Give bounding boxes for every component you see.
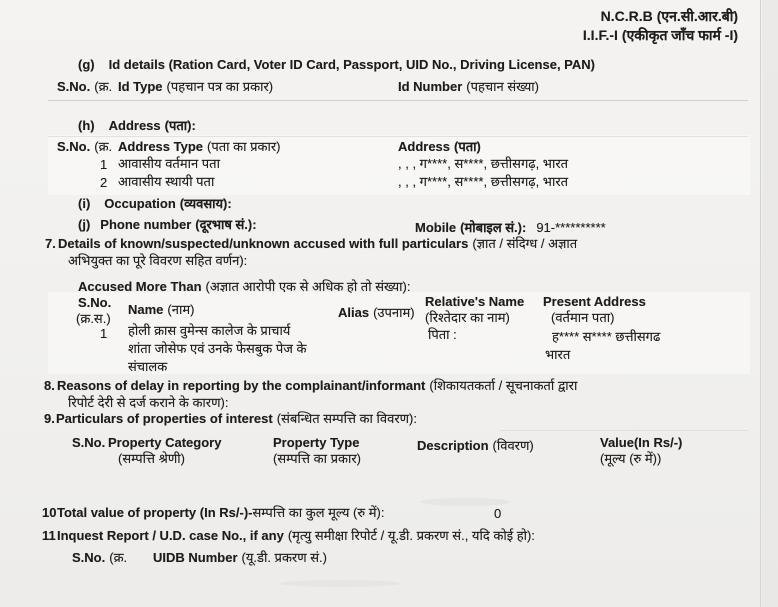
accused-col-address-en: Present Address: [543, 294, 646, 309]
form-header: [583, 7, 738, 45]
h-row1-sno: 1: [100, 157, 108, 172]
scan-smudge-2: [280, 580, 400, 587]
prop-col-type-en: Property Type: [273, 435, 360, 450]
section-i-title: [78, 197, 232, 212]
h-row2-type: आवासीय स्थायी पता: [118, 174, 215, 189]
mobile-field: [415, 221, 606, 236]
section-9-title-hi: (संबन्धित सम्पत्ति का विवरण):: [276, 411, 417, 426]
accused-more-than-hi: (अज्ञात आरोपी एक से अधिक हो तो संख्या):: [205, 279, 411, 294]
prop-col-description: [417, 439, 534, 454]
section-10-title-hi: सम्पत्ति का कुल मूल्य (रु में):: [252, 505, 385, 520]
section-j-label: (j): [78, 217, 91, 232]
g-col-idnumber-hi: (पहचान संख्या): [466, 79, 539, 94]
prop-col-category-hi: (सम्पत्ति श्रेणी): [118, 451, 185, 466]
section-i-label: (i): [78, 196, 91, 211]
accused-more-than: [78, 280, 410, 295]
section-8-title-en: Reasons of delay in reporting by the complainant/informant: [57, 378, 426, 393]
section-h-label: (h): [78, 118, 95, 133]
section-i-text-en: Occupation: [104, 196, 176, 211]
g-table-rule: [48, 100, 748, 101]
uidb-col-sno: [72, 551, 127, 566]
h-row2-address: , , , ग****, स****, छत्तीसगढ़, भारत: [398, 174, 569, 189]
h-col-addrtype-en: Address Type: [118, 139, 204, 154]
prop-col-sno: S.No.: [72, 435, 106, 450]
section-11-title-hi: (मृत्यु समीक्षा रिपोर्ट / यू.डी. प्रकरण सं., यदि कोई हो):: [287, 528, 535, 543]
accused-col-alias-en: Alias: [338, 305, 370, 320]
accused-row-address-line2: भारत: [545, 347, 571, 362]
h-row1-type: आवासीय वर्तमान पता: [118, 156, 220, 171]
g-col-idnumber-en: Id Number: [398, 79, 463, 94]
h-table-rule-top: [48, 136, 748, 137]
g-col-idtype-hi: (पहचान पत्र का प्रकार): [166, 79, 274, 94]
g-col-idtype-en: Id Type: [118, 79, 163, 94]
accused-col-name: [128, 303, 194, 318]
total-value: 0: [494, 506, 502, 521]
section-9-number: 9.: [44, 411, 55, 426]
section-g-text: Id details (Ration Card, Voter ID Card, Passport, UID No., Driving License, PAN): [108, 57, 595, 72]
section-7-title-en: Details of known/suspected/unknown accused with full particulars: [58, 236, 469, 251]
g-col-idnumber: [398, 80, 539, 95]
mobile-value: 91-**********: [536, 220, 606, 235]
scan-smudge-1: [420, 498, 510, 506]
accused-row-name-line3: संचालक: [128, 359, 168, 374]
prop-col-category-en: Property Category: [108, 435, 222, 450]
g-col-sno-hi: (क्र.: [94, 79, 113, 94]
accused-col-address-hi: (वर्तमान पता): [551, 310, 615, 325]
g-col-idtype: [118, 80, 273, 95]
prop-col-value-en: Value(In Rs/-): [600, 435, 683, 450]
section-7-title: [58, 237, 577, 252]
section-11-number: 11: [42, 528, 56, 543]
section-j-text-en: Phone number: [100, 217, 192, 232]
h-col-address-hi: (पता): [454, 139, 481, 154]
accused-col-relative-hi: (रिश्तेदार का नाम): [425, 310, 510, 325]
accused-col-sno-en: S.No.: [78, 295, 112, 310]
accused-more-than-en: Accused More Than: [78, 279, 202, 294]
accused-col-alias-hi: (उपनाम): [373, 305, 415, 320]
section-8-title: [57, 379, 577, 394]
h-col-address-en: Address: [398, 139, 451, 154]
section-j-title: [78, 218, 257, 233]
section-10-number: 10: [42, 505, 57, 520]
mobile-label-en: Mobile: [415, 220, 457, 235]
accused-row-name-line2: शांता जोसेफ एवं उनके फेसबुक पेज के: [128, 341, 307, 356]
section-j-text-hi: (दूरभाष सं.):: [195, 217, 257, 232]
section-h-title: [78, 119, 196, 134]
section-h-text-hi: (पता):: [164, 118, 196, 133]
prop-col-type-hi: (सम्पत्ति का प्रकार): [273, 451, 361, 466]
prop-col-value-hi: (मूल्य (रु में)): [600, 451, 662, 466]
h-col-address: [398, 140, 481, 155]
ncrb-title-en: N.C.R.B: [600, 8, 653, 24]
accused-col-name-en: Name: [128, 302, 164, 317]
section-i-text-hi: (व्यवसाय):: [179, 196, 232, 211]
uidb-col-number-hi: (यू.डी. प्रकरण सं.): [241, 550, 327, 565]
g-col-sno: [57, 80, 112, 95]
h-row1-address: , , , ग****, स****, छत्तीसगढ़, भारत: [398, 156, 569, 171]
scan-right-edge-line: [760, 0, 761, 607]
iif-title-hi: (एकीकृत जाँच फार्म -I): [621, 26, 738, 43]
section-h-text-en: Address: [108, 118, 161, 133]
accused-row-name-line1: होली क्रास वुमेन्स कालेज के प्राचार्य: [128, 323, 291, 338]
section-7-number: 7.: [45, 236, 56, 251]
accused-col-name-hi: (नाम): [167, 302, 195, 317]
h-col-addrtype-hi: (पता का प्रकार): [207, 139, 281, 154]
section-8-number: 8.: [44, 378, 55, 393]
ncrb-title: [583, 7, 738, 26]
prop-col-description-hi: (विवरण): [492, 438, 534, 453]
accused-col-relative-en: Relative's Name: [425, 294, 525, 309]
h-col-sno-hi: (क्र.: [94, 139, 113, 154]
uidb-col-number: [153, 551, 327, 566]
scan-right-margin: [762, 0, 778, 607]
prop-col-description-en: Description: [417, 438, 489, 453]
g-col-sno-en: S.No.: [57, 79, 91, 94]
accused-col-alias: [338, 306, 415, 321]
accused-col-sno-hi: (क्र.स.): [76, 311, 111, 326]
section-11-title: [57, 529, 535, 544]
accused-row-sno: 1: [100, 326, 108, 341]
accused-row-address-line1: ह**** स**** छत्तीसगढ: [552, 329, 661, 344]
ncrb-title-hi: (एन.सी.आर.बी): [656, 8, 738, 24]
uidb-col-sno-hi: (क्र.: [109, 550, 128, 565]
section-7-title-hi: (ज्ञात / संदिग्ध / अज्ञात: [472, 236, 578, 251]
properties-table-rule: [500, 430, 748, 431]
h-col-sno-en: S.No.: [57, 139, 91, 154]
uidb-col-number-en: UIDB Number: [153, 550, 238, 565]
section-11-title-en: Inquest Report / U.D. case No., if any: [57, 528, 284, 543]
h-col-sno: [57, 140, 112, 155]
iif-title: [583, 26, 738, 45]
section-10-title-en: Total value of property (In Rs/-)-: [57, 505, 253, 520]
section-10-title: [57, 506, 384, 521]
section-g-label: (g): [78, 57, 95, 72]
section-9-title-en: Particulars of properties of interest: [56, 411, 273, 426]
section-7-title-line2: अभियुक्त का पूरे विवरण सहित वर्णन):: [68, 253, 248, 268]
h-col-addrtype: [118, 140, 280, 155]
iif-title-en: I.I.F.-I: [582, 26, 618, 43]
section-8-title-line2: रिपोर्ट देरी से दर्ज कराने के कारण):: [68, 395, 229, 410]
h-row2-sno: 2: [100, 175, 108, 190]
mobile-label-hi: (मोबाइल सं.):: [460, 220, 527, 235]
section-g-title: [78, 58, 595, 73]
accused-row-relative: पिता :: [428, 327, 457, 342]
section-9-title: [56, 412, 417, 427]
uidb-col-sno-en: S.No.: [72, 550, 106, 565]
section-8-title-hi: (शिकायतकर्ता / सूचनाकर्ता द्वारा: [429, 378, 578, 393]
